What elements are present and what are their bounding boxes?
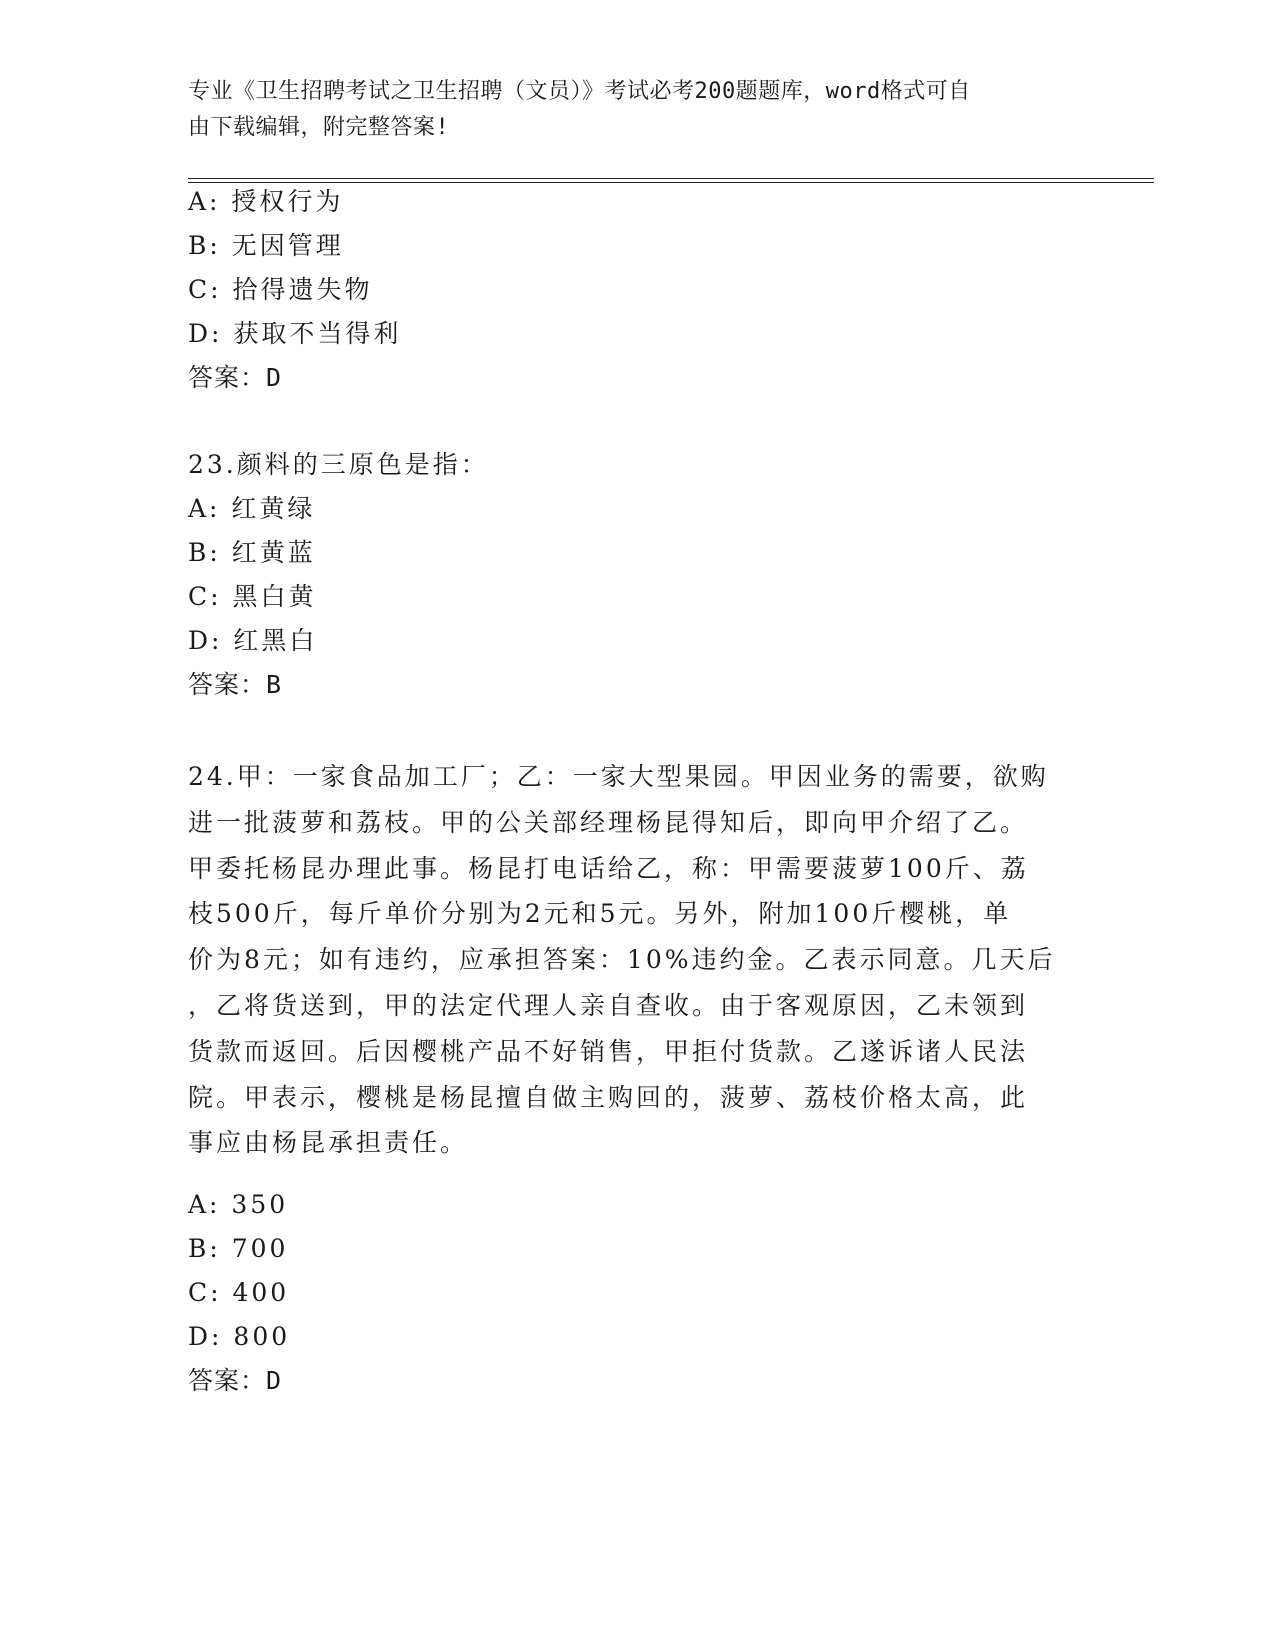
q24-option-d: D: 800 — [188, 1322, 291, 1351]
q24-answer-label: 答案： — [188, 1366, 267, 1395]
q22-answer — [188, 363, 282, 393]
q24-question-line: 价为8元；如有违约，应承担答案：10%违约金。乙表示同意。几天后 — [188, 945, 1056, 975]
q22-option-c: C: 拾得遗失物 — [188, 275, 373, 304]
q24-question-line: 24.甲：一家食品加工厂；乙：一家大型果园。甲因业务的需要，欲购 — [188, 762, 1049, 791]
q24-option-a: A: 350 — [188, 1190, 289, 1219]
q22-option-a: A: 授权行为 — [188, 187, 344, 216]
q24-question — [188, 754, 1068, 1166]
q23-option-a: A: 红黄绿 — [188, 494, 316, 523]
header-line-2: 由下载编辑，附完整答案! — [188, 115, 450, 140]
q24-answer — [188, 1366, 282, 1396]
document-header — [188, 74, 1088, 146]
q24-option-b: B: 700 — [188, 1234, 289, 1263]
q24-question-line: 枝500斤，每斤单价分别为2元和5元。另外，附加100斤樱桃，单 — [188, 899, 1012, 929]
q23-answer-value: B — [266, 670, 283, 699]
q24-question-line: 事应由杨昆承担责任。 — [188, 1128, 469, 1158]
q24-question-line: 甲委托杨昆办理此事。杨昆打电话给乙，称：甲需要菠萝100斤、荔 — [188, 853, 1029, 883]
header-divider — [188, 178, 1154, 183]
q23-answer-label: 答案： — [188, 670, 267, 699]
q23-option-c: C: 黑白黄 — [188, 582, 317, 611]
q24-option-c: C: 400 — [188, 1278, 290, 1307]
q22-option-d: D: 获取不当得利 — [188, 319, 402, 348]
q23-option-d: D: 红黑白 — [188, 626, 318, 655]
q24-question-line: 院。甲表示，樱桃是杨昆擅自做主购回的，菠萝、荔枝价格太高，此 — [188, 1082, 1029, 1112]
q23-answer — [188, 670, 282, 700]
q24-answer-value: D — [266, 1366, 283, 1395]
q24-question-line: ，乙将货送到，甲的法定代理人亲自查收。由于客观原因，乙未领到 — [188, 990, 1029, 1020]
q23-option-b: B: 红黄蓝 — [188, 538, 316, 567]
q24-question-line: 进一批菠萝和荔枝。甲的公关部经理杨昆得知后，即向甲介绍了乙。 — [188, 807, 1029, 837]
q22-answer-label: 答案： — [188, 363, 267, 392]
q23-question: 23.颜料的三原色是指： — [188, 450, 489, 479]
q24-question-line: 货款而返回。后因樱桃产品不好销售，甲拒付货款。乙遂诉诸人民法 — [188, 1036, 1029, 1066]
q22-option-b: B: 无因管理 — [188, 231, 344, 260]
q22-answer-value: D — [266, 363, 283, 392]
header-line-1: 专业《卫生招聘考试之卫生招聘（文员）》考试必考200题题库，word格式可自 — [188, 79, 971, 104]
